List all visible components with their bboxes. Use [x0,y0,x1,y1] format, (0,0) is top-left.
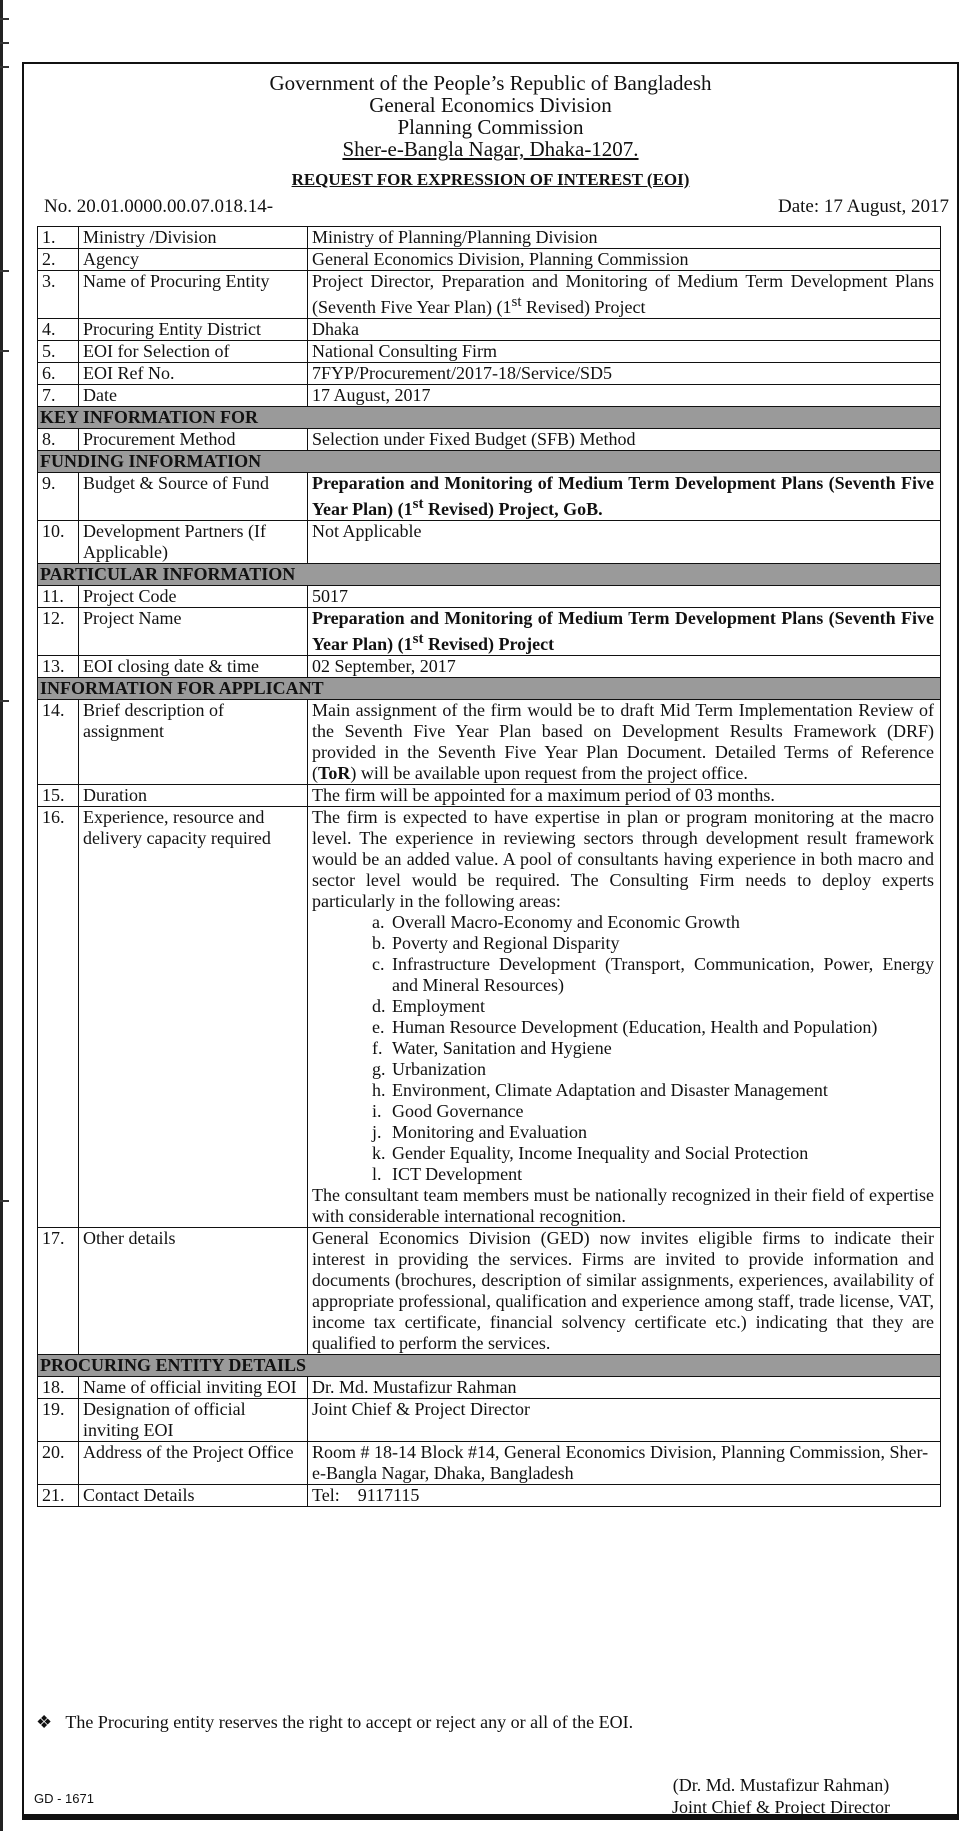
row-number: 19. [38,1399,79,1442]
row-number: 12. [38,608,79,656]
row-value [308,807,941,1228]
row-value: Dr. Md. Mustafizur Rahman [308,1377,941,1399]
row-value: 17 August, 2017 [308,385,941,407]
row-label: Procuring Entity District [79,319,308,341]
row-number: 13. [38,656,79,678]
margin-tick [0,270,9,272]
margin-tick [0,42,9,44]
commission-line: Planning Commission [397,115,584,139]
table-row [38,319,941,341]
table-row [38,1399,941,1442]
table-row [38,429,941,451]
row-label: Budget & Source of Fund [79,473,308,521]
row-label: Address of the Project Office [79,1442,308,1485]
row-label: EOI for Selection of [79,341,308,363]
row-label: Name of official inviting EOI [79,1377,308,1399]
table-row [38,249,941,271]
row-value: Project Director, Preparation and Monitoring of Medium Term Development Plans (Seventh Five Year Plan) (1st Revised) Project [308,271,941,319]
margin-tick [0,700,9,702]
reference-row [24,196,957,218]
row-value: National Consulting Firm [308,341,941,363]
row-number: 15. [38,785,79,807]
row-value: 7FYP/Procurement/2017-18/Service/SD5 [308,363,941,385]
page-title: REQUEST FOR EXPRESSION OF INTEREST (EOI) [291,170,690,189]
row-value: Main assignment of the firm would be to draft Mid Term Implementation Review of the Seventh Five Year Plan based on Development Results Framework (DRF) provided in the Seventh Five Year Plan Document. Detailed Terms of Reference (ToR) will be available upon request from the project office. [308,700,941,785]
row-value: Selection under Fixed Budget (SFB) Method [308,429,941,451]
table-row [38,656,941,678]
list-item: i. Good Governance [372,1101,524,1121]
table-row [38,363,941,385]
row-label: Name of Procuring Entity [79,271,308,319]
list-item: h. Environment, Climate Adaptation and Disaster Management [372,1080,828,1100]
reference-number: No. 20.01.0000.00.07.018.14- [44,196,274,217]
row-label: Agency [79,249,308,271]
government-line: Government of the People’s Republic of Bangladesh [269,71,712,95]
row-value: Joint Chief & Project Director [308,1399,941,1442]
table-row [38,473,941,521]
row-label: Project Name [79,608,308,656]
section-header: PARTICULAR INFORMATION [38,564,941,586]
row-number: 20. [38,1442,79,1485]
signatory-title: Joint Chief & Project Director [672,1797,890,1817]
margin-tick [0,350,9,352]
row-value: Preparation and Monitoring of Medium Term Development Plans (Seventh Five Year Plan) (1st Revised) Project [308,608,941,656]
table-row [38,227,941,249]
row-number: 3. [38,271,79,319]
row-label: EOI closing date & time [79,656,308,678]
list-item: l. ICT Development [372,1164,523,1184]
row-number: 7. [38,385,79,407]
row-number: 5. [38,341,79,363]
table-row [38,385,941,407]
row-label: Procurement Method [79,429,308,451]
row-number: 16. [38,807,79,1228]
row-label: EOI Ref No. [79,363,308,385]
letterhead [24,72,957,160]
row-number: 17. [38,1228,79,1355]
row-value: 02 September, 2017 [308,656,941,678]
row-label: Date [79,385,308,407]
row-label: Duration [79,785,308,807]
notice-frame [22,62,959,1820]
row-value: Preparation and Monitoring of Medium Term Development Plans (Seventh Five Year Plan) (1st Revised) Project, GoB. [308,473,941,521]
table-row [38,341,941,363]
bullet-icon: ❖ [36,1712,53,1732]
row-number: 11. [38,586,79,608]
list-item: c. Infrastructure Development (Transport, Communication, Power, Energy and Mineral Resources) [372,954,934,995]
table-row [38,1228,941,1355]
gd-number: GD - 1671 [34,1791,94,1806]
row-number: 4. [38,319,79,341]
address-line: Sher-e-Bangla Nagar, Dhaka-1207. [342,137,639,161]
row-value: Dhaka [308,319,941,341]
row-number: 9. [38,473,79,521]
list-item: a. Overall Macro-Economy and Economic Growth [372,912,740,932]
left-border-line [0,0,3,1831]
experience-intro: The firm is expected to have expertise in plan or program monitoring at the macro level. The experience in reviewing sectors through development result framework would be an added value. A pool of consultants having experience in both macro and sector level would be required. The Consulting Firm needs to deploy experts particularly in the following areas: [312,807,934,911]
margin-tick [0,66,9,68]
row-label: Contact Details [79,1485,308,1507]
table-row [38,1442,941,1485]
row-number: 14. [38,700,79,785]
section-header: FUNDING INFORMATION [38,451,941,473]
table-row [38,785,941,807]
table-row [38,521,941,564]
section-header: KEY INFORMATION FOR [38,407,941,429]
section-header: PROCURING ENTITY DETAILS [38,1355,941,1377]
row-value: The firm will be appointed for a maximum period of 03 months. [308,785,941,807]
table-row [38,700,941,785]
row-value: General Economics Division (GED) now invites eligible firms to indicate their interest in providing the services. Firms are invited to provide information and documents (brochures, description of similar assignments, experiences, availability of appropriate professional, qualification and experience among staff, trade license, VAT, income tax certificate, financial solvency certificate etc.) indicating that they are qualified to perform the services. [308,1228,941,1355]
row-value: General Economics Division, Planning Commission [308,249,941,271]
division-line: General Economics Division [369,93,612,117]
list-item: d. Employment [372,996,485,1016]
table-row [38,1485,941,1507]
margin-tick [0,1200,9,1202]
row-label: Other details [79,1228,308,1355]
row-label: Development Partners (If Applicable) [79,521,308,564]
list-item: f. Water, Sanitation and Hygiene [372,1038,612,1058]
row-value: Ministry of Planning/Planning Division [308,227,941,249]
reservation-note: ❖ The Procuring entity reserves the right to accept or reject any or all of the EOI. [36,1712,634,1732]
row-value: Tel: 9117115 [308,1485,941,1507]
eoi-table [37,226,941,1507]
table-row [38,807,941,1228]
signature-block [672,1774,890,1818]
expertise-areas-list [312,912,934,1185]
row-value: Not Applicable [308,521,941,564]
table-row [38,586,941,608]
row-number: 10. [38,521,79,564]
row-label: Experience, resource and delivery capacity required [79,807,308,1228]
row-number: 2. [38,249,79,271]
list-item: g. Urbanization [372,1059,486,1079]
list-item: e. Human Resource Development (Education, Health and Population) [372,1017,878,1037]
experience-outro: The consultant team members must be nationally recognized in their field of expertise with considerable international recognition. [312,1185,934,1226]
section-header: INFORMATION FOR APPLICANT [38,678,941,700]
row-value: Room # 18-14 Block #14, General Economics Division, Planning Commission, Sher-e-Bangla Nagar, Dhaka, Bangladesh [308,1442,941,1485]
row-value: 5017 [308,586,941,608]
table-row [38,608,941,656]
table-row [38,271,941,319]
table-row [38,1377,941,1399]
row-label: Ministry /Division [79,227,308,249]
row-number: 21. [38,1485,79,1507]
row-number: 8. [38,429,79,451]
row-label: Brief description of assignment [79,700,308,785]
list-item: b. Poverty and Regional Disparity [372,933,620,953]
row-label: Designation of official inviting EOI [79,1399,308,1442]
notice-date: Date: 17 August, 2017 [778,196,949,217]
margin-tick [0,18,9,20]
row-label: Project Code [79,586,308,608]
row-number: 18. [38,1377,79,1399]
row-number: 1. [38,227,79,249]
list-item: k. Gender Equality, Income Inequality and Social Protection [372,1143,809,1163]
signatory-name: (Dr. Md. Mustafizur Rahman) [672,1775,890,1795]
list-item: j. Monitoring and Evaluation [372,1122,587,1142]
row-number: 6. [38,363,79,385]
